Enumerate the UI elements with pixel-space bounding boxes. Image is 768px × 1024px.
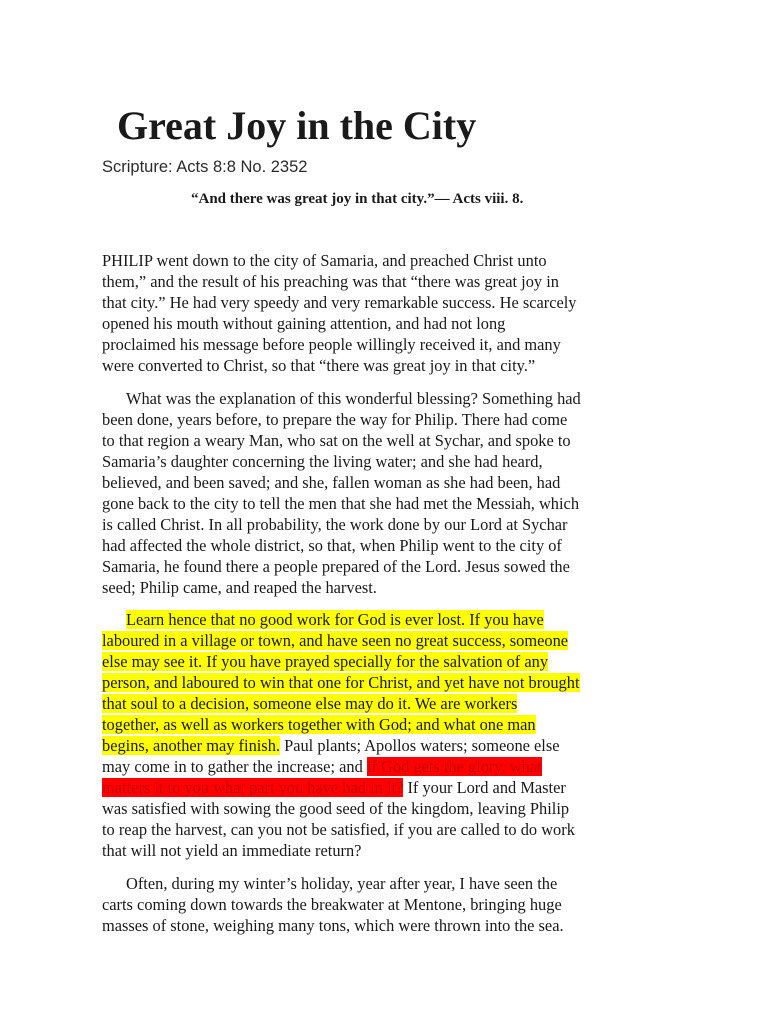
yellow-highlight: person, and laboured to win that one for Christ, and yet have not brought [102, 673, 580, 692]
red-highlight: if God gets the glory, what [366, 757, 542, 776]
paragraph-line: had affected the whole district, so that, when Philip went to the city of [102, 536, 562, 555]
yellow-highlight: Learn hence that no good work for God is ever lost. If you have [126, 610, 544, 629]
paragraph-line: is called Christ. In all probability, the work done by our Lord at Sychar [102, 515, 568, 534]
plain-text: Paul plants; Apollos waters; someone else [279, 736, 560, 755]
paragraph-line: masses of stone, weighing many tons, which were thrown into the sea. [102, 916, 564, 935]
paragraph-line: seed; Philip came, and reaped the harvest. [102, 578, 377, 597]
paragraph-1 [102, 250, 682, 376]
paragraph-line: gone back to the city to tell the men that she had met the Messiah, which [102, 494, 580, 513]
mixed-line [102, 735, 682, 756]
highlighted-line [102, 630, 682, 651]
plain-text: may come in to gather the increase; and [102, 757, 367, 776]
paragraph-line: that city.” He had very speedy and very remarkable success. He scarcely [102, 293, 577, 312]
paragraph-line: proclaimed his message before people willingly received it, and many [102, 335, 561, 354]
mixed-line [102, 777, 682, 798]
paragraph-line: been done, years before, to prepare the way for Philip. There had come [102, 410, 568, 429]
plain-text: If your Lord and Master [403, 778, 566, 797]
paragraph-4 [102, 873, 682, 936]
yellow-highlight: together, as well as workers together with God; and what one man [102, 715, 536, 734]
paragraph-3 [102, 609, 682, 861]
paragraph-line: them,” and the result of his preaching was that “there was great joy in [102, 272, 559, 291]
paragraph-2 [102, 388, 682, 598]
highlighted-line [102, 714, 682, 735]
epigraph-quote: “And there was great joy in that city.”— Acts viii. 8. [191, 191, 524, 207]
highlighted-line [102, 693, 682, 714]
paragraph-line: PHILIP went down to the city of Samaria, and preached Christ unto [102, 251, 547, 270]
yellow-highlight: else may see it. If you have prayed specially for the salvation of any [102, 652, 549, 671]
paragraph-line: carts coming down towards the breakwater at Mentone, bringing huge [102, 895, 562, 914]
paragraph-line: were converted to Christ, so that “there was great joy in that city.” [102, 356, 536, 375]
paragraph-line: believed, and been saved; and she, fallen woman as she had been, had [102, 473, 561, 492]
paragraph-line: to reap the harvest, can you not be satisfied, if you are called to do work [102, 820, 575, 839]
highlighted-line [102, 651, 682, 672]
yellow-highlight: begins, another may finish. [102, 736, 280, 755]
paragraph-line: was satisfied with sowing the good seed of the kingdom, leaving Philip [102, 799, 570, 818]
paragraph-line: Often, during my winter’s holiday, year after year, I have seen the [126, 874, 558, 893]
red-highlight: matters it to you what part you have had in it? [102, 778, 404, 797]
paragraph-line: opened his mouth without gaining attention, and had not long [102, 314, 506, 333]
yellow-highlight: laboured in a village or town, and have seen no great success, someone [102, 631, 569, 650]
highlighted-line [102, 609, 682, 630]
highlighted-line [102, 672, 682, 693]
paragraph-line: Samaria’s daughter concerning the living water; and she had heard, [102, 452, 543, 471]
paragraph-line: Samaria, he found there a people prepared of the Lord. Jesus sowed the [102, 557, 570, 576]
yellow-highlight: that soul to a decision, someone else may do it. We are workers [102, 694, 518, 713]
paragraph-line: What was the explanation of this wonderful blessing? Something had [126, 389, 581, 408]
document-title: Great Joy in the City [117, 103, 477, 148]
paragraph-line: that will not yield an immediate return? [102, 841, 362, 860]
scripture-reference: Scripture: Acts 8:8 No. 2352 [102, 158, 308, 176]
paragraph-line: to that region a weary Man, who sat on the well at Sychar, and spoke to [102, 431, 571, 450]
mixed-line [102, 756, 682, 777]
